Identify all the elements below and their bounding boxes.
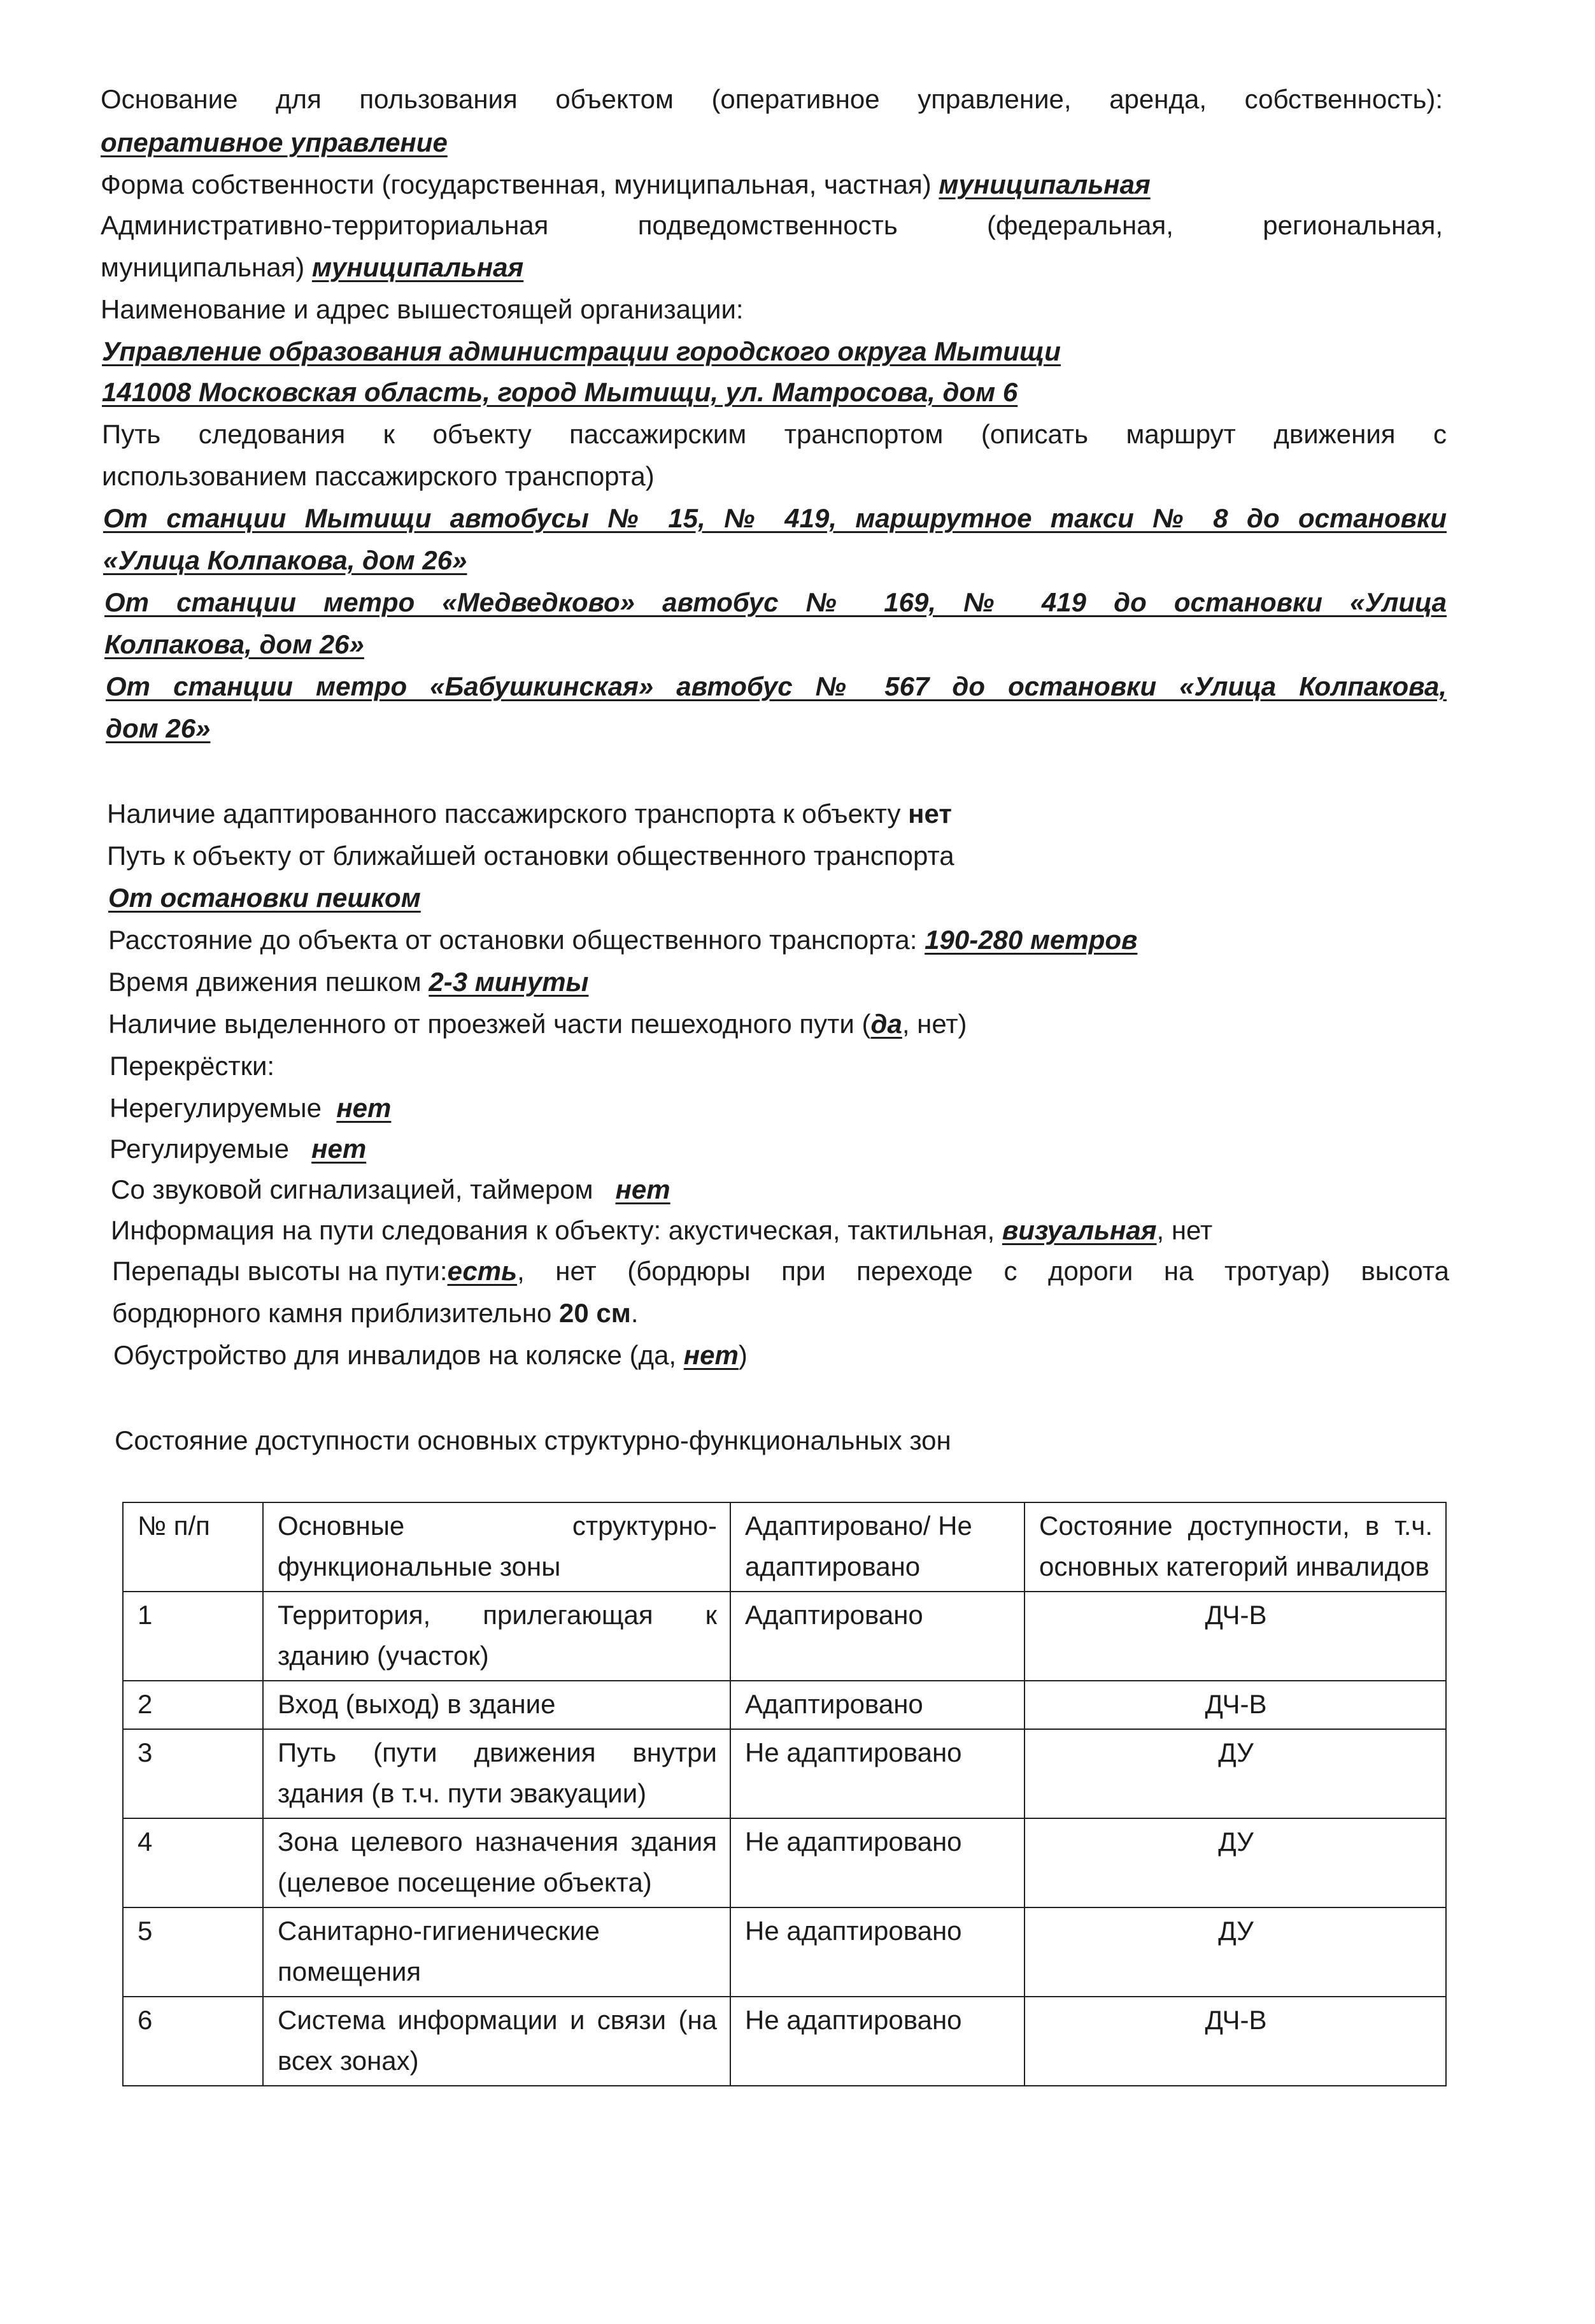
- unregulated-line: [110, 1090, 391, 1126]
- route-1-line2: «Улица Колпакова, дом 26»: [103, 545, 467, 575]
- wheelchair-label-pre: Обустройство для инвалидов на коляске (да,: [113, 1340, 677, 1370]
- info-label: Информация на пути следования к объекту: акустическая, тактильная,: [111, 1215, 995, 1245]
- row-state: ДУ: [1024, 1729, 1446, 1818]
- row-zone: Зона целевого назначения здания (целевое посещение объекта): [263, 1818, 730, 1907]
- ownership-label: Форма собственности (государственная, муниципальная, частная): [101, 169, 932, 199]
- header-num: № п/п: [123, 1502, 263, 1592]
- row-state: ДУ: [1024, 1907, 1446, 1997]
- sound-value: нет: [615, 1174, 670, 1204]
- distance-value: 190-280 метров: [925, 925, 1138, 955]
- parent-org-label: Наименование и адрес вышестоящей организации:: [101, 294, 744, 324]
- route-2-line1: От станции метро «Медведково» автобус № 169, № 419 до остановки «Улица: [104, 587, 1447, 617]
- row-zone: Санитарно-гигиенические помещения: [263, 1907, 730, 1997]
- walk-time-value: 2-3 минуты: [429, 967, 589, 997]
- route-3-line2: дом 26»: [106, 713, 211, 743]
- distance-label: Расстояние до объекта от остановки общественного транспорта:: [108, 925, 918, 955]
- height-label-post: , нет (бордюры при переходе с дороги на тротуар) высота: [517, 1256, 1449, 1286]
- height-size: 20 см: [559, 1298, 631, 1328]
- row-adapted: Не адаптировано: [730, 1907, 1024, 1997]
- wheelchair-line: [113, 1337, 748, 1373]
- sidewalk-label-pre: Наличие выделенного от проезжей части пешеходного пути (: [108, 1009, 871, 1039]
- height-label-pre: Перепады высоты на пути:: [112, 1256, 448, 1286]
- row-num: 2: [123, 1681, 263, 1729]
- route-3-line1: От станции метро «Бабушкинская» автобус № 567 до остановки «Улица Колпакова,: [106, 671, 1447, 701]
- row-num: 5: [123, 1907, 263, 1997]
- sound-label: Со звуковой сигнализацией, таймером: [111, 1174, 593, 1204]
- height-line2: [112, 1295, 639, 1331]
- row-state: ДУ: [1024, 1818, 1446, 1907]
- sidewalk-line: [108, 1006, 967, 1042]
- table-row: [123, 1681, 1446, 1729]
- row-adapted: Не адаптировано: [730, 1997, 1024, 2086]
- unregulated-value: нет: [336, 1093, 392, 1123]
- height-label-line2: бордюрного камня приблизительно: [112, 1298, 552, 1328]
- table-row: [123, 1997, 1446, 2086]
- row-adapted: Не адаптировано: [730, 1729, 1024, 1818]
- row-state: ДЧ-В: [1024, 1592, 1446, 1681]
- row-num: 1: [123, 1592, 263, 1681]
- row-state: ДЧ-В: [1024, 1997, 1446, 2086]
- sound-line: [111, 1172, 670, 1208]
- walk-time-label: Время движения пешком: [108, 967, 422, 997]
- route-label-line2: использованием пассажирского транспорта): [102, 461, 655, 491]
- table-row: [123, 1818, 1446, 1907]
- route-label-line1: Путь следования к объекту пассажирским транспортом (описать маршрут движения с: [102, 419, 1447, 449]
- parent-org-name: Управление образования администрации городского округа Мытищи: [102, 336, 1061, 366]
- distance-line: [108, 922, 1137, 958]
- ownership-value: муниципальная: [939, 169, 1151, 199]
- adapted-transport-value: нет: [908, 799, 952, 829]
- path-from-stop-label: Путь к объекту от ближайшей остановки общественного транспорта: [107, 841, 954, 871]
- table-row: [123, 1907, 1446, 1997]
- table-row: [123, 1729, 1446, 1818]
- info-line: [111, 1213, 1212, 1248]
- wheelchair-value: нет: [683, 1340, 739, 1370]
- ownership-line: [101, 167, 1151, 203]
- row-zone: Путь (пути движения внутри здания (в т.ч. пути эвакуации): [263, 1729, 730, 1818]
- height-label-end: .: [630, 1298, 639, 1328]
- row-adapted: Адаптировано: [730, 1681, 1024, 1729]
- unregulated-label: Нерегулируемые: [110, 1093, 322, 1123]
- header-state: Состояние доступности, в т.ч. основных категорий инвалидов: [1024, 1502, 1446, 1592]
- regulated-value: нет: [311, 1134, 367, 1164]
- sidewalk-value: да: [870, 1009, 902, 1039]
- basis-value: оперативное управление: [101, 127, 448, 157]
- info-value: визуальная: [1002, 1215, 1157, 1245]
- row-num: 6: [123, 1997, 263, 2086]
- height-value: есть: [447, 1256, 518, 1286]
- sidewalk-label-post: , нет): [902, 1009, 967, 1039]
- row-zone: Система информации и связи (на всех зонах): [263, 1997, 730, 2086]
- row-num: 4: [123, 1818, 263, 1907]
- path-from-stop-value: От остановки пешком: [108, 883, 421, 913]
- table-row: [123, 1592, 1446, 1681]
- row-zone: Вход (выход) в здание: [263, 1681, 730, 1729]
- wheelchair-label-post: ): [738, 1340, 748, 1370]
- header-zone: Основные структурно-функциональные зоны: [263, 1502, 730, 1592]
- zones-title: Состояние доступности основных структурно-функциональных зон: [115, 1425, 951, 1455]
- parent-org-address: 141008 Московская область, город Мытищи, ул. Матросова, дом 6: [102, 377, 1018, 407]
- header-adapted: Адаптировано/ Не адаптировано: [730, 1502, 1024, 1592]
- route-1-line1: От станции Мытищи автобусы № 15, № 419, маршрутное такси № 8 до остановки: [103, 503, 1447, 533]
- route-2-line2: Колпакова, дом 26»: [104, 629, 364, 659]
- admin-value: муниципальная: [311, 252, 524, 282]
- admin-label-line2: муниципальная): [101, 252, 305, 282]
- basis-label: Основание для пользования объектом (оперативное управление, аренда, собственность):: [101, 84, 1443, 114]
- row-adapted: Не адаптировано: [730, 1818, 1024, 1907]
- adapted-transport-line: [107, 796, 952, 832]
- admin-label-line1: Административно-территориальная подведомственность (федеральная, региональная,: [101, 210, 1443, 240]
- regulated-label: Регулируемые: [110, 1134, 290, 1164]
- info-post: , нет: [1156, 1215, 1213, 1245]
- walk-time-line: [108, 964, 588, 1000]
- zones-table: [122, 1502, 1447, 2086]
- admin-line2: [101, 250, 523, 285]
- row-num: 3: [123, 1729, 263, 1818]
- height-line1: [112, 1253, 1449, 1289]
- adapted-transport-label: Наличие адаптированного пассажирского транспорта к объекту: [107, 799, 901, 829]
- regulated-line: [110, 1131, 366, 1167]
- crossings-label: Перекрёстки:: [110, 1051, 275, 1081]
- row-adapted: Адаптировано: [730, 1592, 1024, 1681]
- table-header-row: [123, 1502, 1446, 1592]
- row-state: ДЧ-В: [1024, 1681, 1446, 1729]
- row-zone: Территория, прилегающая к зданию (участок): [263, 1592, 730, 1681]
